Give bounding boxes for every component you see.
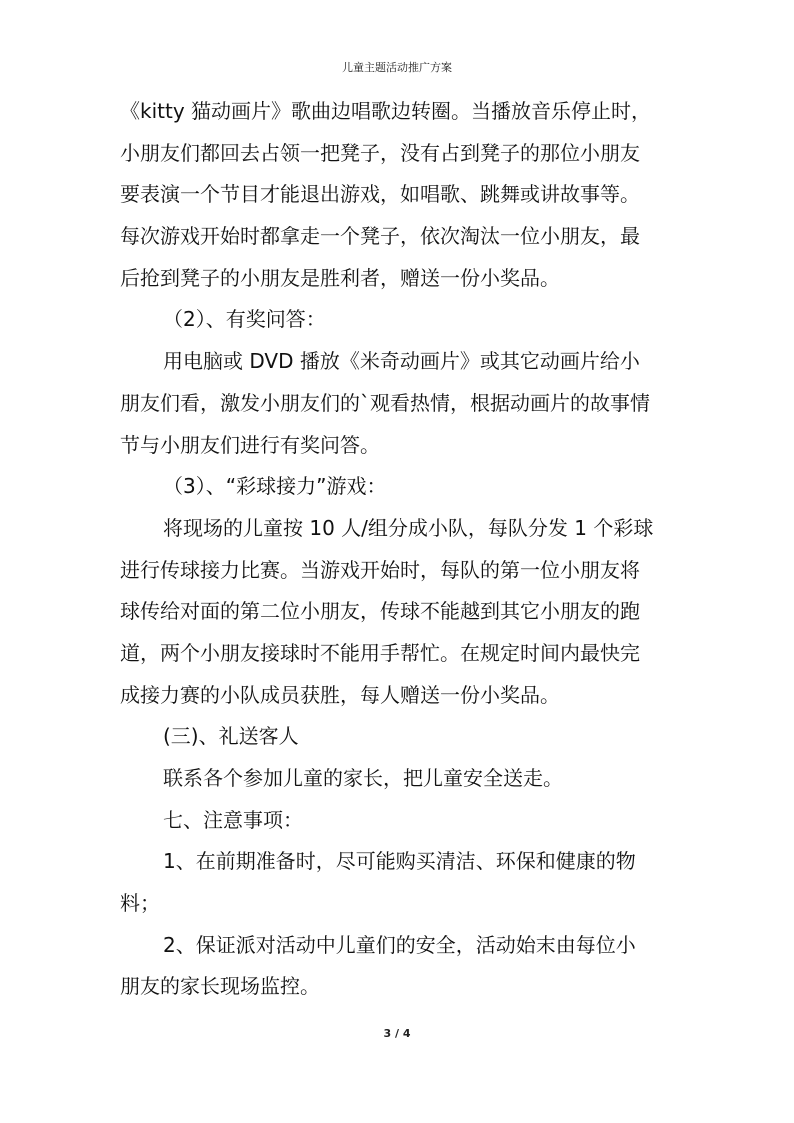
section-heading: （2）、有奖问答：: [163, 307, 326, 332]
text-line: 后抢到凳子的小朋友是胜利者，赠送一份小奖品。: [120, 265, 560, 290]
section-heading: （3）、“彩球接力”游戏：: [163, 474, 387, 499]
text-line: 进行传球接力比赛。当游戏开始时，每队的第一位小朋友将: [120, 557, 640, 582]
list-item: 1、在前期准备时，尽可能购买清洁、环保和健康的物: [163, 849, 636, 874]
page-number: 3 / 4: [383, 1027, 411, 1040]
document-body: [120, 98, 676, 1015]
text-line: 成接力赛的小队成员获胜，每人赠送一份小奖品。: [120, 682, 560, 707]
text-line: 要表演一个节目才能退出游戏，如唱歌、跳舞或讲故事等。: [120, 182, 640, 207]
text-line: 《kitty 猫动画片》歌曲边唱歌边转圈。当播放音乐停止时，: [120, 99, 652, 123]
paragraph-start: 联系各个参加儿童的家长，把儿童安全送走。: [163, 766, 563, 790]
text-line: 节与小朋友们进行有奖问答。: [120, 432, 380, 457]
text-line: 料；: [120, 891, 160, 916]
section-heading: (三)、礼送客人: [163, 724, 299, 749]
text-line: 小朋友们都回去占领一把凳子，没有占到凳子的那位小朋友: [120, 140, 640, 165]
paragraph-start: 用电脑或 DVD 播放《米奇动画片》或其它动画片给小: [163, 349, 640, 374]
section-heading: 七、注意事项：: [163, 807, 303, 832]
text-line: 朋友们看，激发小朋友们的`观看热情，根据动画片的故事情: [120, 390, 650, 415]
text-line: 每次游戏开始时都拿走一个凳子，依次淘汰一位小朋友，最: [120, 224, 640, 249]
paragraph-start: 将现场的儿童按 10 人/组分成小队，每队分发 1 个彩球: [163, 515, 654, 540]
text-line: 朋友的家长现场监控。: [120, 974, 320, 999]
text-line: 球传给对面的第二位小朋友，传球不能越到其它小朋友的跑: [120, 599, 640, 624]
list-item: 2、保证派对活动中儿童们的安全，活动始末由每位小: [163, 932, 636, 957]
page-header: 儿童主题活动推广方案: [342, 61, 452, 74]
text-line: 道，两个小朋友接球时不能用手帮忙。在规定时间内最快完: [120, 640, 640, 665]
